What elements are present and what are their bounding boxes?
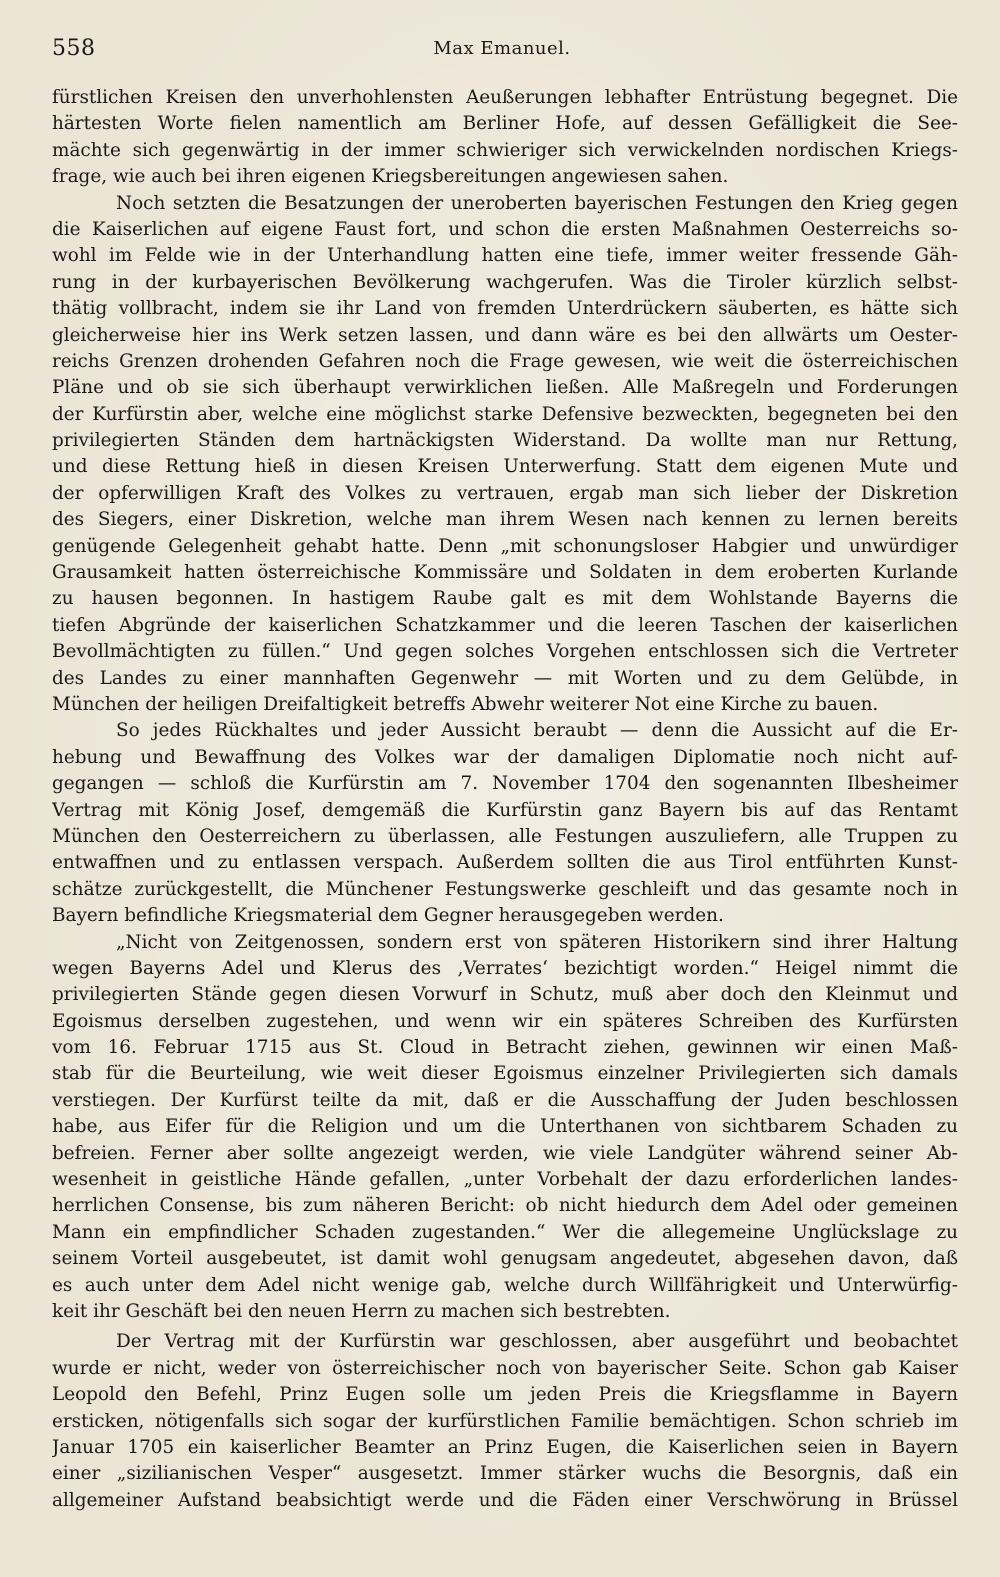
text-line: rung in der kurbayerischen Bevölkerung wachgerufen. Was die Tiroler kürzlich selbst- (52, 271, 958, 293)
text-line: So jedes Rückhaltes und jeder Aussicht beraubt — denn die Aussicht auf die Er- (116, 720, 958, 742)
text-line: Leopold den Befehl, Prinz Eugen solle um jeden Preis die Kriegsflamme in Bayern (52, 1384, 958, 1406)
text-line: Vertrag mit König Josef, demgemäß die Kurfürstin ganz Bayern bis auf das Rentamt (52, 799, 958, 821)
body-text (52, 85, 958, 1514)
text-line: die Kaiserlichen auf eigene Faust fort, und schon die ersten Maßnahmen Oesterreichs so- (52, 218, 958, 240)
text-line: genügende Gelegenheit gehabt hatte. Denn „mit schonungsloser Habgier und unwürdiger (52, 535, 958, 557)
text-line: München der heiligen Dreifaltigkeit betreffs Abwehr weiterer Not eine Kirche zu bauen. (52, 693, 879, 715)
text-line: reichs Grenzen drohenden Gefahren noch die Frage gewesen, wie weit die österreichischen (52, 350, 958, 372)
text-line: „Nicht von Zeitgenossen, sondern erst von späteren Historikern sind ihrer Haltung (116, 931, 958, 953)
text-line: der opferwilligen Kraft des Volkes zu vertrauen, ergab man sich lieber der Diskretion (52, 482, 958, 504)
text-line: zu hausen begonnen. In hastigem Raube galt es mit dem Wohlstande Bayerns die (52, 588, 958, 610)
text-line: Grausamkeit hatten österreichische Kommissäre und Soldaten in dem eroberten Kurlande (52, 562, 958, 584)
text-line: vom 16. Februar 1715 aus St. Cloud in Betracht ziehen, gewinnen wir einen Maß- (52, 1037, 958, 1059)
text-line: des Landes zu einer mannhaften Gegenwehr — mit Worten und zu dem Gelübde, in (52, 667, 958, 689)
text-line: Bayern befindliche Kriegsmaterial dem Gegner herausgegeben werden. (52, 905, 724, 927)
text-line: thätig vollbracht, indem sie ihr Land von fremden Unterdrückern säuberten, es hätte sich (52, 298, 958, 320)
text-line: schätze zurückgestellt, die Münchener Festungswerke geschleift und das gesamte noch in (52, 878, 958, 900)
text-line: härtesten Worte fielen namentlich am Berliner Hofe, auf dessen Gefälligkeit die See- (52, 113, 958, 135)
text-line: allgemeiner Aufstand beabsichtigt werde und die Fäden einer Verschwörung in Brüssel (52, 1489, 958, 1511)
text-line: der Kurfürstin aber, welche eine möglichst starke Defensive bezweckten, begegneten bei den (52, 403, 958, 425)
page-header (52, 36, 952, 68)
text-line: hebung und Bewaffnung des Volkes war der damaligen Diplomatie noch nicht auf- (52, 746, 958, 768)
text-line: befreien. Ferner aber sollte angezeigt werden, wie viele Landgüter während seiner Ab- (52, 1142, 958, 1164)
text-line: stab für die Beurteilung, wie weit dieser Egoismus einzelner Privilegierten sich damals (52, 1063, 958, 1085)
text-line: gleicherweise hier ins Werk setzen lassen, und dann wäre es bei den allwärts um Oester- (52, 324, 958, 346)
text-line: und diese Rettung hieß in diesen Kreisen Unterwerfung. Statt dem eigenen Mute und (52, 456, 958, 478)
text-line: es auch unter dem Adel nicht wenige gab, welche durch Willfährigkeit und Unterwürfig- (52, 1274, 958, 1296)
text-line: Januar 1705 ein kaiserlicher Beamter an Prinz Eugen, die Kaiserlichen seien in Bayern (52, 1436, 958, 1458)
text-line: Der Vertrag mit der Kurfürstin war geschlossen, aber ausgeführt und beobachtet (116, 1331, 958, 1353)
text-line: mächte sich gegenwärtig in der immer schwieriger sich verwickelnden nordischen Kriegs- (52, 139, 958, 161)
page-number: 558 (52, 36, 96, 61)
text-line: wesenheit in geistliche Hände gefallen, „unter Vorbehalt der dazu erforderlichen landes- (52, 1169, 958, 1191)
text-line: ersticken, nötigenfalls sich sogar der kurfürstlichen Familie bemächtigen. Schon schrieb im (52, 1410, 958, 1432)
text-line: habe, aus Eifer für die Religion und um die Unterthanen von sichtbarem Schaden zu (52, 1116, 958, 1138)
text-line: Bevollmächtigten zu füllen.“ Und gegen solches Vorgehen entschlossen sich die Vertreter (52, 641, 958, 663)
text-line: keit ihr Geschäft bei den neuen Herrn zu machen sich bestrebten. (52, 1300, 671, 1322)
text-line: wurde er nicht, weder von österreichischer noch von bayerischer Seite. Schon gab Kaiser (52, 1357, 958, 1379)
text-line: privilegierten Ständen dem hartnäckigsten Widerstand. Da wollte man nur Rettung, (52, 430, 958, 452)
text-line: frage, wie auch bei ihren eigenen Kriegsbereitungen angewiesen sahen. (52, 166, 729, 188)
text-line: Pläne und ob sie sich überhaupt verwirklichen ließen. Alle Maßregeln und Forderungen (52, 377, 958, 399)
text-line: privilegierten Stände gegen diesen Vorwurf in Schutz, muß aber doch den Kleinmut und (52, 984, 958, 1006)
text-line: Mann ein empfindlicher Schaden zugestanden.“ Wer die allegemeine Unglückslage zu (52, 1221, 958, 1243)
text-line: München den Oesterreichern zu überlassen, alle Festungen auszuliefern, alle Truppen zu (52, 825, 958, 847)
text-line: herrlichen Consense, bis zum näheren Bericht: ob nicht hiedurch dem Adel oder gemeinen (52, 1195, 958, 1217)
text-line: Noch setzten die Besatzungen der unerobertеn bayerischen Festungen den Krieg gegen (116, 192, 958, 214)
text-line: wohl im Felde wie in der Unterhandlung hatten eine tiefe, immer weiter fressende Gäh- (52, 245, 958, 267)
text-line: entwaffnen und zu entlassen verspach. Außerdem sollten die aus Tirol entführten Kunst- (52, 852, 958, 874)
text-line: Egoismus derselben zugestehen, und wenn wir ein späteres Schreiben des Kurfürsten (52, 1010, 958, 1032)
text-line: tiefen Abgründe der kaiserlichen Schatzkammer und die leeren Taschen der kaiserlichen (52, 614, 958, 636)
text-line: fürstlichen Kreisen den unverhohlensten Aeußerungen lebhafter Entrüstung begegnet. Die (52, 87, 958, 108)
text-line: seinem Vorteil ausgebeutet, ist damit wohl genugsam angedeutet, abgesehen davon, daß (52, 1248, 958, 1270)
text-line: einer „sizilianischen Vesper“ ausgesetzt. Immer stärker wuchs die Besorgnis, daß ein (52, 1463, 958, 1485)
text-line: des Siegers, einer Diskretion, welche man ihrem Wesen nach kennen zu lernen bereits (52, 509, 958, 531)
running-head: Max Emanuel. (433, 38, 571, 59)
text-line: gegangen — schloß die Kurfürstin am 7. November 1704 den sogenannten Ilbesheimer (52, 773, 958, 795)
text-line: wegen Bayerns Adel und Klerus des ‚Verrates‘ bezichtigt worden.“ Heigel nimmt die (52, 957, 958, 979)
text-line: verstiegen. Der Kurfürst teilte da mit, daß er die Ausschaffung der Juden beschlossen (52, 1089, 958, 1111)
